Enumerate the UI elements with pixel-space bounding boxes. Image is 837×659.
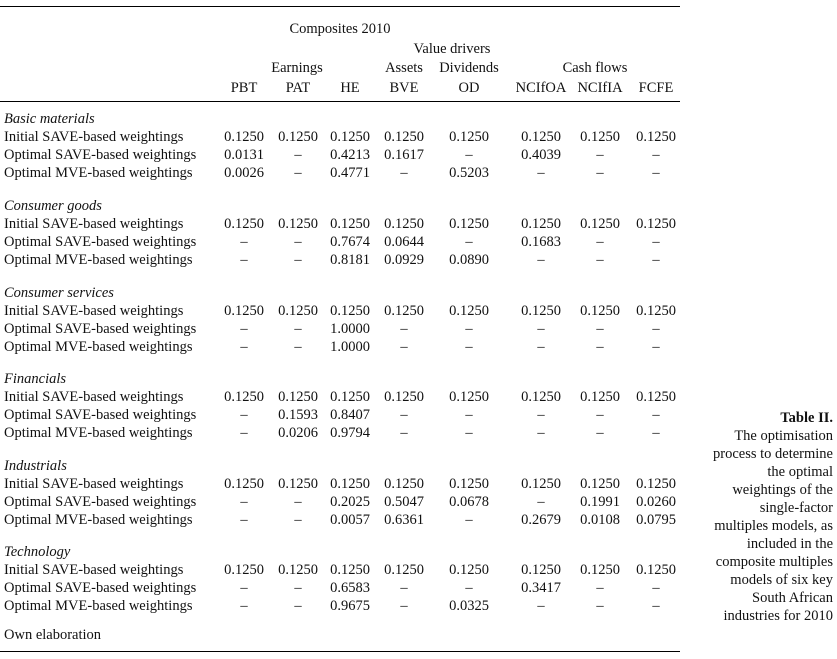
table-cell: 0.1250 bbox=[278, 216, 318, 232]
table-cell: 0.1250 bbox=[521, 389, 561, 405]
assets-heading: Assets bbox=[385, 60, 423, 76]
table-cell: – bbox=[596, 234, 604, 250]
caption-line: single-factor bbox=[759, 500, 833, 516]
column-header: PAT bbox=[285, 80, 311, 96]
table-cell: – bbox=[652, 147, 660, 163]
row-label: Initial SAVE-based weightings bbox=[4, 216, 184, 232]
row-label: Optimal MVE-based weightings bbox=[4, 598, 193, 614]
bottom-rule bbox=[0, 651, 680, 652]
caption-title: Table II. bbox=[780, 410, 833, 426]
table-cell: 0.0260 bbox=[636, 494, 676, 510]
caption-line: composite multiples bbox=[715, 554, 833, 570]
table-cell: – bbox=[596, 598, 604, 614]
column-header: BVE bbox=[389, 80, 419, 96]
section-heading: Technology bbox=[4, 544, 71, 560]
table-cell: 0.1250 bbox=[224, 303, 264, 319]
table-cell: 0.1250 bbox=[580, 303, 620, 319]
table-cell: 0.1683 bbox=[521, 234, 561, 250]
table-cell: 0.5203 bbox=[449, 165, 489, 181]
table-cell: – bbox=[596, 425, 604, 441]
table-cell: 0.1250 bbox=[224, 129, 264, 145]
table-cell: – bbox=[537, 165, 545, 181]
table-cell: – bbox=[652, 580, 660, 596]
table-cell: 0.1250 bbox=[580, 389, 620, 405]
table-cell: 0.1250 bbox=[521, 129, 561, 145]
table-cell: – bbox=[465, 407, 473, 423]
source-note: Own elaboration bbox=[4, 627, 102, 643]
table-cell: – bbox=[652, 252, 660, 268]
table-cell: – bbox=[596, 407, 604, 423]
table-cell: – bbox=[294, 512, 302, 528]
table-cell: 0.1593 bbox=[278, 407, 318, 423]
table-cell: 0.1250 bbox=[449, 389, 489, 405]
table-cell: – bbox=[294, 339, 302, 355]
table-cell: – bbox=[240, 598, 248, 614]
table-cell: – bbox=[240, 234, 248, 250]
table-cell: 0.4771 bbox=[330, 165, 370, 181]
earnings-heading: Earnings bbox=[271, 60, 323, 76]
table-cell: 0.0644 bbox=[384, 234, 424, 250]
column-header: NCIfIA bbox=[577, 80, 623, 96]
table-cell: – bbox=[294, 580, 302, 596]
table-cell: – bbox=[465, 512, 473, 528]
table-cell: 0.1250 bbox=[449, 303, 489, 319]
caption-line: The optimisation bbox=[734, 428, 833, 444]
table-cell: 0.1250 bbox=[580, 476, 620, 492]
table-cell: – bbox=[294, 252, 302, 268]
caption-line: the optimal bbox=[767, 464, 833, 480]
table-cell: 0.4213 bbox=[330, 147, 370, 163]
table-cell: 0.1250 bbox=[384, 303, 424, 319]
table-cell: 1.0000 bbox=[330, 339, 370, 355]
table-cell: 0.1250 bbox=[636, 129, 676, 145]
table-cell: – bbox=[240, 252, 248, 268]
table-cell: 0.1250 bbox=[636, 389, 676, 405]
table-cell: 0.7674 bbox=[330, 234, 370, 250]
table-cell: – bbox=[537, 339, 545, 355]
table-cell: 0.1250 bbox=[449, 129, 489, 145]
table-cell: 0.1250 bbox=[521, 562, 561, 578]
table-cell: 0.1250 bbox=[330, 129, 370, 145]
row-label: Optimal MVE-based weightings bbox=[4, 165, 193, 181]
table-cell: 0.0026 bbox=[224, 165, 264, 181]
table-cell: – bbox=[294, 321, 302, 337]
table-cell: 0.1250 bbox=[278, 129, 318, 145]
column-header: PBT bbox=[230, 80, 258, 96]
table-cell: – bbox=[652, 598, 660, 614]
caption-line: industries for 2010 bbox=[723, 608, 833, 624]
table-cell: – bbox=[400, 321, 408, 337]
row-label: Optimal SAVE-based weightings bbox=[4, 407, 197, 423]
caption-line: weightings of the bbox=[732, 482, 833, 498]
table-cell: – bbox=[400, 165, 408, 181]
table-cell: – bbox=[652, 321, 660, 337]
table-cell: 0.1250 bbox=[278, 476, 318, 492]
table-cell: – bbox=[465, 234, 473, 250]
table-cell: – bbox=[652, 339, 660, 355]
table-cell: 0.0795 bbox=[636, 512, 676, 528]
caption-line: South African bbox=[752, 590, 833, 606]
table-cell: 0.4039 bbox=[521, 147, 561, 163]
table-cell: 0.1617 bbox=[384, 147, 424, 163]
table-cell: 0.0131 bbox=[224, 147, 264, 163]
row-label: Initial SAVE-based weightings bbox=[4, 476, 184, 492]
table-cell: 0.5047 bbox=[384, 494, 424, 510]
table-cell: 0.6583 bbox=[330, 580, 370, 596]
table-cell: 0.1250 bbox=[330, 389, 370, 405]
table-cell: 0.1250 bbox=[224, 562, 264, 578]
table-cell: – bbox=[652, 234, 660, 250]
table-cell: 0.1250 bbox=[330, 216, 370, 232]
table-cell: – bbox=[240, 339, 248, 355]
table-cell: 0.1250 bbox=[580, 562, 620, 578]
table-cell: 0.1250 bbox=[384, 129, 424, 145]
table-caption bbox=[683, 409, 833, 625]
table-cell: – bbox=[240, 512, 248, 528]
table-cell: – bbox=[537, 321, 545, 337]
table-cell: – bbox=[294, 147, 302, 163]
table-cell: – bbox=[294, 494, 302, 510]
row-label: Optimal SAVE-based weightings bbox=[4, 147, 197, 163]
section-heading: Industrials bbox=[4, 458, 67, 474]
table-cell: – bbox=[596, 339, 604, 355]
table-cell: 0.1250 bbox=[278, 389, 318, 405]
top-rule bbox=[0, 6, 680, 7]
table-cell: – bbox=[537, 425, 545, 441]
row-label: Initial SAVE-based weightings bbox=[4, 562, 184, 578]
table-cell: 1.0000 bbox=[330, 321, 370, 337]
table-cell: – bbox=[294, 234, 302, 250]
table-cell: 0.1250 bbox=[330, 562, 370, 578]
table-cell: – bbox=[465, 580, 473, 596]
table-cell: – bbox=[652, 165, 660, 181]
row-label: Optimal SAVE-based weightings bbox=[4, 580, 197, 596]
table-cell: 0.1250 bbox=[224, 389, 264, 405]
column-header: OD bbox=[458, 80, 480, 96]
table-cell: 0.1250 bbox=[636, 476, 676, 492]
row-label: Initial SAVE-based weightings bbox=[4, 389, 184, 405]
table-cell: – bbox=[596, 321, 604, 337]
table-cell: 0.0678 bbox=[449, 494, 489, 510]
table-cell: – bbox=[240, 494, 248, 510]
row-label: Optimal SAVE-based weightings bbox=[4, 494, 197, 510]
table-cell: 0.0325 bbox=[449, 598, 489, 614]
table-cell: – bbox=[400, 407, 408, 423]
section-heading: Basic materials bbox=[4, 111, 95, 127]
table-cell: 0.0108 bbox=[580, 512, 620, 528]
row-label: Initial SAVE-based weightings bbox=[4, 303, 184, 319]
table-cell: 0.1250 bbox=[330, 303, 370, 319]
table-cell: – bbox=[400, 598, 408, 614]
table-cell: – bbox=[240, 407, 248, 423]
row-label: Initial SAVE-based weightings bbox=[4, 129, 184, 145]
table-cell: – bbox=[596, 147, 604, 163]
table-cell: 0.1250 bbox=[636, 303, 676, 319]
table-cell: 0.1991 bbox=[580, 494, 620, 510]
table-cell: 0.0057 bbox=[330, 512, 370, 528]
table-cell: 0.1250 bbox=[449, 216, 489, 232]
table-cell: 0.1250 bbox=[636, 562, 676, 578]
table-cell: 0.0206 bbox=[278, 425, 318, 441]
table-cell: 0.9675 bbox=[330, 598, 370, 614]
table-cell: 0.2025 bbox=[330, 494, 370, 510]
table-cell: – bbox=[294, 598, 302, 614]
table-cell: – bbox=[596, 580, 604, 596]
dividends-heading: Dividends bbox=[439, 60, 499, 76]
table-cell: 0.2679 bbox=[521, 512, 561, 528]
header-rule bbox=[0, 101, 680, 102]
row-label: Optimal MVE-based weightings bbox=[4, 512, 193, 528]
table-cell: 0.1250 bbox=[580, 216, 620, 232]
caption-line: included in the bbox=[746, 536, 833, 552]
caption-line: models of six key bbox=[730, 572, 833, 588]
composites-heading: Composites 2010 bbox=[289, 21, 391, 37]
table-cell: 0.1250 bbox=[384, 476, 424, 492]
table-cell: – bbox=[537, 598, 545, 614]
table-cell: 0.1250 bbox=[580, 129, 620, 145]
table-cell: – bbox=[240, 580, 248, 596]
table-cell: 0.1250 bbox=[449, 562, 489, 578]
table-cell: 0.1250 bbox=[521, 303, 561, 319]
table-cell: 0.1250 bbox=[636, 216, 676, 232]
table-cell: 0.1250 bbox=[449, 476, 489, 492]
row-label: Optimal MVE-based weightings bbox=[4, 252, 193, 268]
table-cell: 0.1250 bbox=[330, 476, 370, 492]
table-cell: 0.9794 bbox=[330, 425, 370, 441]
table-cell: – bbox=[596, 252, 604, 268]
table-cell: – bbox=[537, 494, 545, 510]
table-cell: 0.1250 bbox=[224, 216, 264, 232]
row-label: Optimal MVE-based weightings bbox=[4, 339, 193, 355]
table-cell: 0.8181 bbox=[330, 252, 370, 268]
table-cell: 0.0890 bbox=[449, 252, 489, 268]
table-cell: 0.1250 bbox=[384, 216, 424, 232]
column-header: FCFE bbox=[638, 80, 674, 96]
table-cell: 0.1250 bbox=[521, 216, 561, 232]
cash-flows-heading: Cash flows bbox=[562, 60, 628, 76]
table-cell: 0.6361 bbox=[384, 512, 424, 528]
table-cell: – bbox=[465, 147, 473, 163]
column-header: NCIfOA bbox=[515, 80, 567, 96]
table-cell: – bbox=[537, 252, 545, 268]
table-cell: – bbox=[400, 339, 408, 355]
table-cell: – bbox=[537, 407, 545, 423]
table-cell: – bbox=[465, 321, 473, 337]
table-cell: – bbox=[596, 165, 604, 181]
table-cell: – bbox=[652, 407, 660, 423]
value-drivers-heading: Value drivers bbox=[413, 41, 491, 57]
table-cell: – bbox=[240, 425, 248, 441]
column-header: HE bbox=[340, 80, 360, 96]
row-label: Optimal MVE-based weightings bbox=[4, 425, 193, 441]
row-label: Optimal SAVE-based weightings bbox=[4, 234, 197, 250]
table-cell: 0.8407 bbox=[330, 407, 370, 423]
table-cell: – bbox=[294, 165, 302, 181]
table-cell: 0.3417 bbox=[521, 580, 561, 596]
table-cell: 0.1250 bbox=[384, 562, 424, 578]
caption-line: multiples models, as bbox=[714, 518, 833, 534]
table-cell: – bbox=[400, 425, 408, 441]
table-cell: 0.1250 bbox=[278, 303, 318, 319]
table-cell: – bbox=[465, 339, 473, 355]
section-heading: Consumer services bbox=[4, 285, 114, 301]
section-heading: Consumer goods bbox=[4, 198, 102, 214]
row-label: Optimal SAVE-based weightings bbox=[4, 321, 197, 337]
table-cell: 0.1250 bbox=[278, 562, 318, 578]
caption-line: process to determine bbox=[713, 446, 833, 462]
table-cell: 0.0929 bbox=[384, 252, 424, 268]
table-cell: 0.1250 bbox=[521, 476, 561, 492]
table-cell: – bbox=[240, 321, 248, 337]
table-cell: 0.1250 bbox=[224, 476, 264, 492]
table-cell: – bbox=[465, 425, 473, 441]
table-cell: 0.1250 bbox=[384, 389, 424, 405]
section-heading: Financials bbox=[4, 371, 67, 387]
table-cell: – bbox=[400, 580, 408, 596]
table-cell: – bbox=[652, 425, 660, 441]
